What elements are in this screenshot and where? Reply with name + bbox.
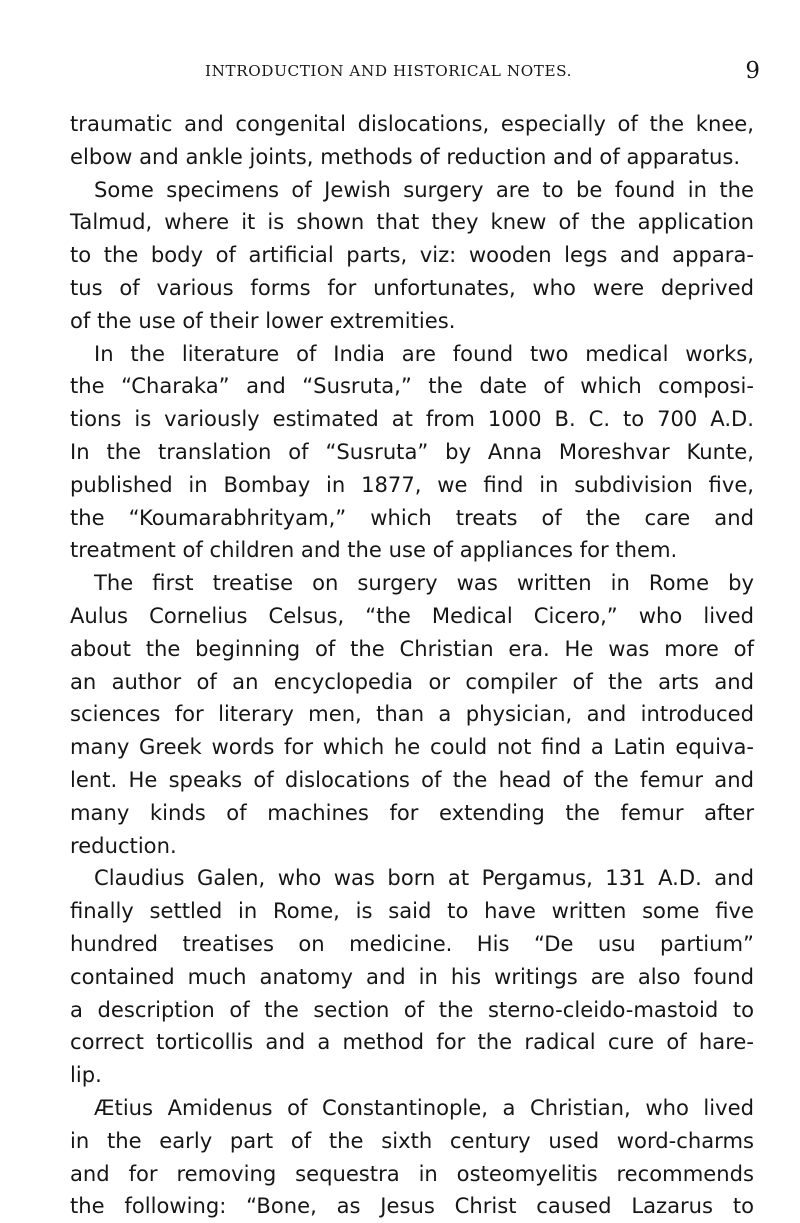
text-line: the “Koumarabhrityam,” which treats of the care and: [70, 504, 754, 530]
text-line: of the use of their lower extremities.: [70, 307, 456, 333]
text-line: Some specimens of Jewish surgery are to be found in the: [94, 176, 754, 202]
text-line: traumatic and congenital dislocations, especially of the knee,: [70, 111, 754, 136]
text-line: Ætius Amidenus of Constantinople, a Christian, who lived: [94, 1094, 754, 1120]
text-line: lent. He speaks of dislocations of the head of the femur and: [70, 766, 754, 792]
paragraph: [70, 862, 754, 1092]
text-line: many kinds of machines for extending the femur after: [70, 799, 754, 825]
text-line: sciences for literary men, than a physician, and introduced: [70, 701, 754, 727]
text-line: in the early part of the sixth century used word-charms: [70, 1127, 754, 1153]
page-number: 9: [745, 58, 760, 84]
text-line: many Greek words for which he could not find a Latin equiva-: [70, 734, 754, 760]
text-line: finally settled in Rome, is said to have written some five: [70, 898, 754, 924]
text-line: the “Charaka” and “Susruta,” the date of which composi-: [70, 373, 754, 399]
text-line: tus of various forms for unfortunates, who were deprived: [70, 274, 754, 300]
text-line: hundred treatises on medicine. His “De usu partium”: [70, 930, 754, 956]
text-line: treatment of children and the use of appliances for them.: [70, 537, 678, 563]
text-line: to the body of artificial parts, viz: wooden legs and appara-: [70, 242, 754, 268]
text-line: contained much anatomy and in his writings are also found: [70, 963, 754, 989]
paragraph: [70, 567, 754, 862]
text-line: published in Bombay in 1877, we find in subdivision five,: [70, 471, 754, 497]
paragraph: [70, 338, 754, 568]
text-line: a description of the section of the sterno-cleido-mastoid to: [70, 996, 754, 1022]
paragraph: [70, 108, 754, 174]
text-line: Talmud, where it is shown that they knew of the application: [70, 209, 754, 235]
text-line: Claudius Galen, who was born at Pergamus, 131 A.D. and: [94, 865, 754, 891]
text-line: In the literature of India are found two medical works,: [94, 340, 754, 366]
text-line: In the translation of “Susruta” by Anna Moreshvar Kunte,: [70, 438, 754, 464]
body-text: [70, 108, 754, 1223]
text-line: an author of an encyclopedia or compiler of the arts and: [70, 668, 754, 694]
text-line: elbow and ankle joints, methods of reduction and of apparatus.: [70, 143, 741, 169]
text-line: and for removing sequestra in osteomyelitis recommends: [70, 1160, 754, 1186]
text-line: Aulus Cornelius Celsus, “the Medical Cicero,” who lived: [70, 602, 754, 628]
text-line: about the beginning of the Christian era. He was more of: [70, 635, 754, 661]
paragraph: [70, 174, 754, 338]
text-line: the following: “Bone, as Jesus Christ caused Lazarus to: [70, 1193, 754, 1219]
text-line: lip.: [70, 1062, 102, 1088]
paragraph: [70, 1092, 754, 1223]
text-line: correct torticollis and a method for the radical cure of hare-: [70, 1029, 754, 1055]
text-line: tions is variously estimated at from 1000 B. C. to 700 A.D.: [70, 406, 754, 432]
text-line: The first treatise on surgery was written in Rome by: [94, 570, 754, 596]
running-header: INTRODUCTION AND HISTORICAL NOTES.: [205, 62, 573, 80]
text-line: reduction.: [70, 832, 177, 858]
